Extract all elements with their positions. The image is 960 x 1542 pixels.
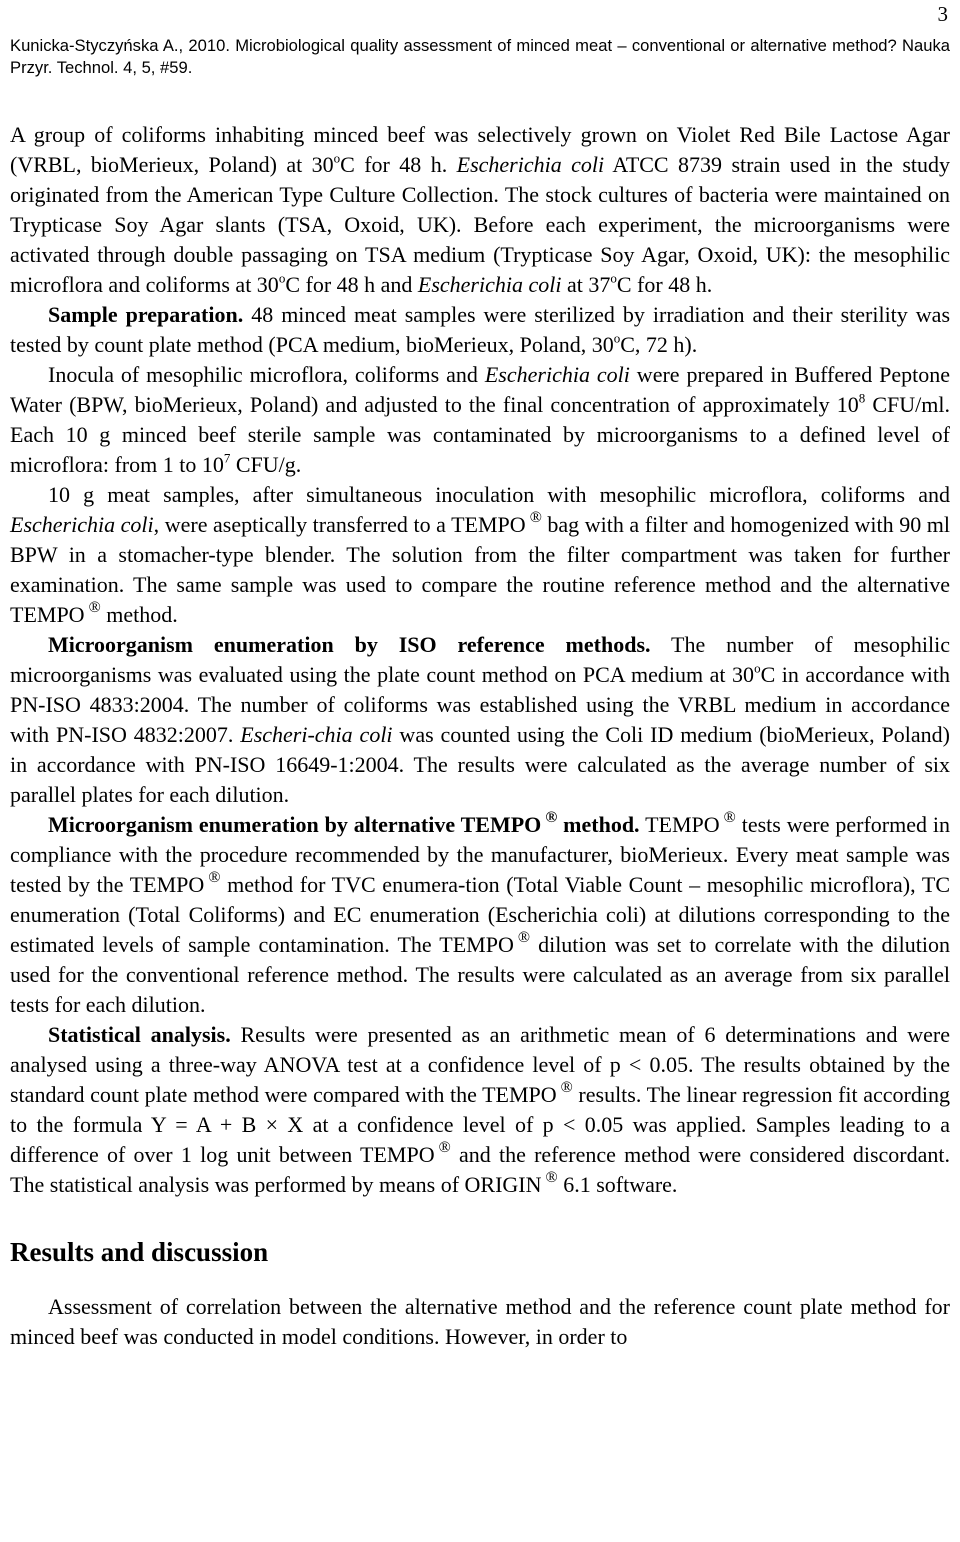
- subsection-heading: Microorganism enumeration by alternative TEMPO ® method.: [48, 809, 640, 837]
- registered-mark: ®: [438, 1139, 451, 1157]
- registered-mark: ®: [545, 809, 558, 827]
- running-header-citation: Kunicka-Styczyńska A., 2010. Microbiological quality assessment of minced meat – conventional or alternative method? Nauka Przyr. Technol. 4, 5, #59.: [10, 36, 950, 77]
- paragraph-sample-preparation: Sample preparation. 48 minced meat samples were sterilized by irradiation and their sterility was tested by count plate method (PCA medium, bioMerieux, Poland, 30$^o$C, 72 h).: [10, 302, 951, 357]
- registered-mark: ®: [517, 929, 531, 947]
- paragraph-results-intro: Assessment of correlation between the alternative method and the reference count plate method for minced beef was conducted in model conditions. However, in order to: [10, 1294, 950, 1349]
- registered-mark: ®: [560, 1079, 573, 1097]
- paragraph-tempo-method: Microorganism enumeration by alternative TEMPO ® method. TEMPO ® tests were performed in compliance with the procedure recommended by the manufacturer, bioMerieux. Every meat sample was tested by the TEMPO ® method for TVC enumera-tion (Total Viable Count – mesophilic microflora), TC enumeration (Total Coliforms) and EC enumeration (Escherichia coli) at dilutions corresponding to the estimated levels of sample contamination. The TEMPO ® dilution was set to correlate with the dilution used for the conventional reference method. The results were calculated as an average from six parallel tests for each dilution.: [10, 809, 951, 1017]
- species-name: Escherichia coli: [417, 272, 562, 297]
- subsection-heading: Microorganism enumeration by ISO reference methods.: [48, 632, 651, 657]
- paragraph-meat-samples: 10 g meat samples, after simultaneous inoculation with mesophilic microflora, coliforms and Escherichia coli, were aseptically transferred to a TEMPO ® bag with a filter and homogenized with 90 ml BPW in a stomacher-type blender. The solution from the filter compartment was taken for further examination. The same sample was used to compare the routine reference method and the alternative TEMPO ® method.: [10, 482, 950, 627]
- paragraph-inocula: Inocula of mesophilic microflora, coliforms and Escherichia coli were prepared in Buffered Peptone Water (BPW, bioMerieux, Poland) and adjusted to the final concentration of approximately $10^8$ CFU/ml. Each 10 g minced beef sterile sample was contaminated by microorganisms to a defined level of microflora: from 1 to $10^7$ CFU/g.: [10, 362, 950, 477]
- subsection-heading: Statistical analysis.: [48, 1022, 231, 1047]
- subsection-heading: Sample preparation.: [48, 302, 244, 327]
- paragraph-iso-methods: Microorganism enumeration by ISO reference methods. The number of mesophilic microorganisms was evaluated using the plate count method on PCA medium at 30$^o$C in accordance with PN-ISO 4833:2004. The number of coliforms was established using the VRBL medium in accordance with PN-ISO 4832:2007. Escheri-chia coli was counted using the Coli ID medium (bioMerieux, Poland) in accordance with PN-ISO 16649-1:2004. The results were calculated as the average number of six parallel plates for each dilution.: [10, 632, 951, 807]
- registered-mark: ®: [208, 869, 221, 887]
- methods-body: [10, 120, 950, 1352]
- paragraph-statistical-analysis: Statistical analysis. Results were presented as an arithmetic mean of 6 determinations and were analysed using a three-way ANOVA test at a confidence level of p < 0.05. The results obtained by the standard count plate method were compared with the TEMPO ® results. The linear regression fit according to the formula Y = A + B × X at a confidence level of p < 0.05 was applied. Samples leading to a difference of over 1 log unit between TEMPO ® and the reference method were considered discordant. The statistical analysis was performed by means of ORIGIN ® 6.1 software.: [10, 1022, 950, 1197]
- registered-mark: ®: [545, 1169, 558, 1187]
- spacer: [10, 1200, 950, 1236]
- page-number: 3: [937, 2, 948, 26]
- section-heading: Results and discussion: [10, 1237, 269, 1267]
- spacer: [10, 1268, 950, 1292]
- species-name: Escheri-chia coli: [240, 722, 393, 747]
- registered-mark: ®: [88, 599, 101, 617]
- species-name: Escherichia coli: [456, 152, 605, 177]
- registered-mark: ®: [723, 809, 736, 827]
- paragraph-coliform-culture: A group of coliforms inhabiting minced beef was selectively grown on Violet Red Bile Lactose Agar (VRBL, bioMerieux, Poland) at 30$^o$C for 48 h. Escherichia coli ATCC 8739 strain used in the study originated from the American Type Culture Collection. The stock cultures of bacteria were maintained on Trypticase Soy Agar slants (TSA, Oxoid, UK). Before each experiment, the microorganisms were activated through double passaging on TSA medium (Trypticase Soy Agar, Oxoid, UK): the mesophilic microflora and coliforms at 30$^o$C for 48 h and Escherichia coli at 37$^o$C for 48 h.: [10, 122, 950, 297]
- species-name: Escherichia coli: [10, 512, 154, 537]
- species-name: Escherichia coli: [484, 362, 630, 387]
- registered-mark: ®: [529, 509, 542, 527]
